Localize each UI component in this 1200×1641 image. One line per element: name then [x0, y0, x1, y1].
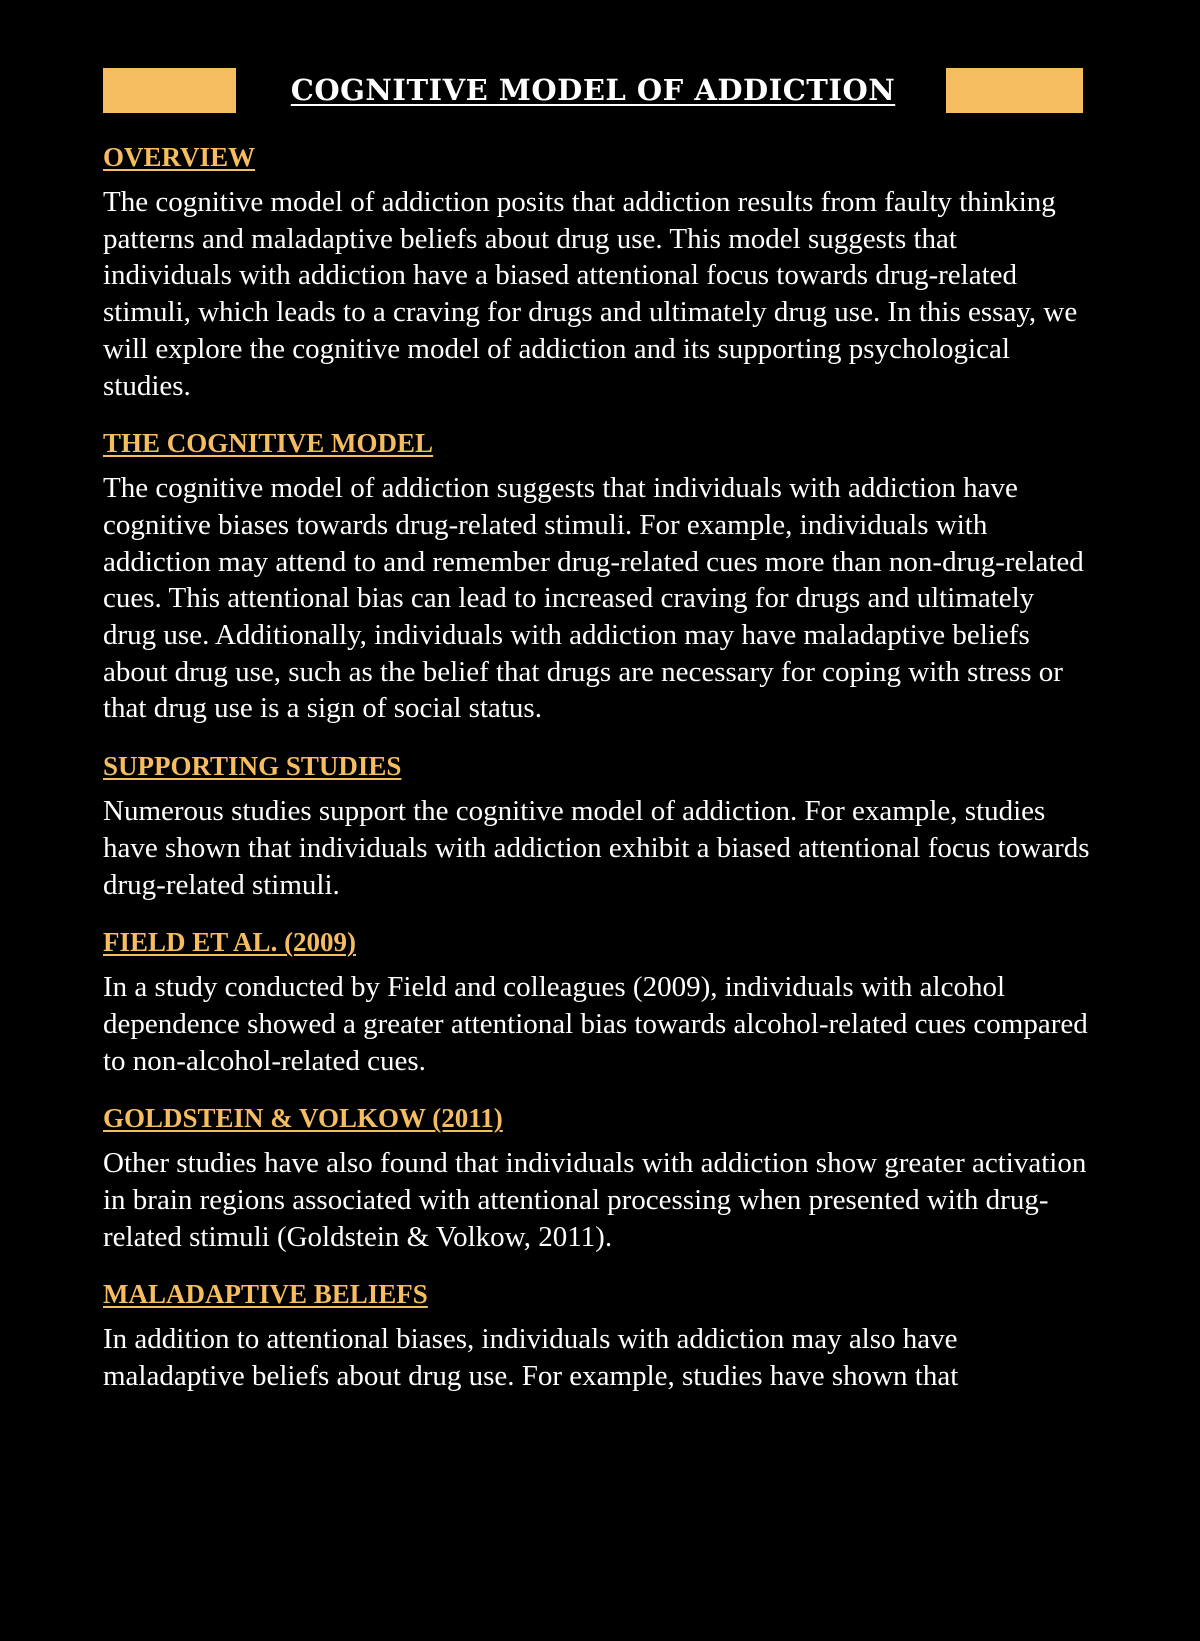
section-cognitive-model [103, 426, 1093, 727]
section-heading: SUPPORTING STUDIES [103, 751, 402, 782]
page-title: COGNITIVE MODEL OF ADDICTION [290, 73, 896, 107]
section-heading: GOLDSTEIN & VOLKOW (2011) [103, 1103, 503, 1134]
document-body [103, 140, 1093, 1417]
section-paragraph: In a study conducted by Field and colleagues (2009), individuals with alcohol dependence showed a greater attentional bias towards alcohol-related cues compared to non-alcohol-related cues. [103, 971, 1088, 1077]
section-paragraph: The cognitive model of addiction posits that addiction results from faulty thinking patterns and maladaptive beliefs about drug use. This model suggests that individuals with addiction have a biased attentional focus towards drug-related stimuli, which leads to a craving for drugs and ultimately drug use. In this essay, we will explore the cognitive model of addiction and its supporting psychological studies. [103, 186, 1078, 402]
section-heading: THE COGNITIVE MODEL [103, 428, 434, 459]
section-overview [103, 140, 1093, 404]
section-paragraph: Other studies have also found that individuals with addiction show greater activation in brain regions associated with attentional processing when presented with drug-related stimuli (Goldstein & Volkow, 2011). [103, 1147, 1087, 1253]
section-paragraph: The cognitive model of addiction suggests that individuals with addiction have cognitive biases towards drug-related stimuli. For example, individuals with addiction may attend to and remember drug-related cues more than non-drug-related cues. This attentional bias can lead to increased craving for drugs and ultimately drug use. Additionally, individuals with addiction may have maladaptive beliefs about drug use, such as the belief that drugs are necessary for coping with stress or that drug use is a sign of social status. [103, 472, 1084, 725]
section-maladaptive-beliefs [103, 1277, 1093, 1394]
section-paragraph: Numerous studies support the cognitive model of addiction. For example, studies have shown that individuals with addiction exhibit a biased attentional focus towards drug-related stimuli. [103, 795, 1090, 901]
section-supporting-studies [103, 749, 1093, 903]
section-goldstein-volkow-2011 [103, 1101, 1093, 1255]
section-paragraph: In addition to attentional biases, individuals with addiction may also have maladaptive beliefs about drug use. For example, studies have shown that [103, 1323, 959, 1393]
title-accent-bar-right [946, 68, 1083, 113]
section-heading: FIELD ET AL. (2009) [103, 927, 357, 958]
section-heading: MALADAPTIVE BELIEFS [103, 1279, 428, 1310]
section-heading: OVERVIEW [103, 142, 256, 172]
title-banner [103, 68, 1083, 113]
section-field-2009 [103, 925, 1093, 1079]
title-accent-bar-left [103, 68, 236, 113]
